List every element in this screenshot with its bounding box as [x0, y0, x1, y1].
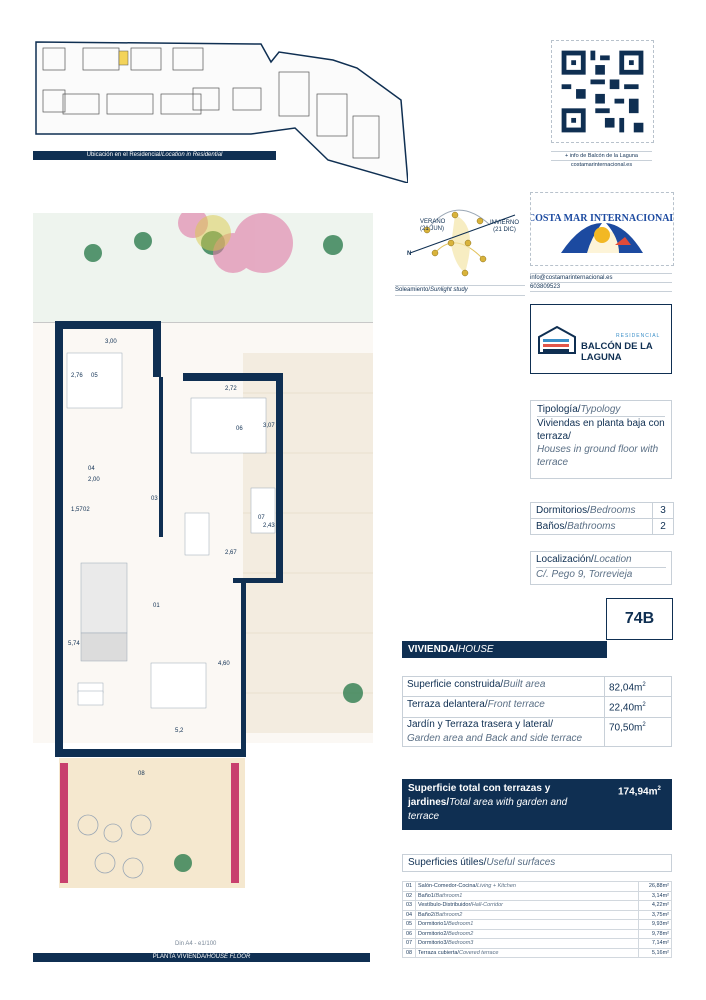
project-small: RESIDENCIAL: [616, 333, 661, 339]
useful-row-label: Baño2/Bathroom2: [416, 910, 639, 920]
qr-code-box[interactable]: [551, 40, 654, 143]
bathrooms-value: 2: [652, 519, 673, 534]
summer-label: VERANO (21 JUN): [420, 219, 446, 232]
area-row-garden: Jardín y Terraza trasera y lateral/ Garden area and Back and side terrace $70,50m^2$: [402, 718, 672, 747]
room-label: 08: [138, 771, 145, 777]
useful-row: [403, 882, 672, 892]
dimension-label: 3,00: [105, 339, 117, 345]
useful-row: [403, 948, 672, 958]
dimension-label: 2,43: [263, 523, 275, 529]
sunlight-caption: Soleamiento/Sunlight study: [395, 285, 525, 296]
room-label: 07: [258, 515, 265, 521]
useful-row-value: 3,75m²: [639, 910, 672, 920]
location-box: [530, 551, 672, 585]
room-label: 05: [91, 373, 98, 379]
useful-row-number: 05: [403, 920, 416, 930]
house-icon: [537, 323, 577, 355]
unit-number: 74B: [624, 610, 655, 627]
typology-es: Viviendas en planta baja con terraza/: [537, 418, 665, 442]
typology-en: Houses in ground floor with terrace: [537, 444, 659, 468]
useful-row-number: 01: [403, 882, 416, 892]
dimension-label: 2,67: [225, 550, 237, 556]
dimension-label: 1,57: [71, 507, 83, 513]
rooms-table: [530, 502, 674, 535]
area-row-front-terrace: Terraza delantera/Front terrace $22,40m^2$: [402, 697, 672, 717]
room-label: 04: [88, 466, 95, 472]
plan-caption: PLANTA VIVIENDA/HOUSE FLOOR: [33, 953, 370, 962]
brand-email[interactable]: info@costamarinternacional.es: [530, 273, 672, 283]
useful-row: [403, 929, 672, 939]
useful-row-number: 02: [403, 891, 416, 901]
location-address: C/. Pego 9, Torrevieja: [536, 569, 633, 580]
dimension-label: 2,72: [225, 386, 237, 392]
useful-row-label: Terraza cubierta/Covered terrace: [416, 948, 639, 958]
useful-header: Superficies útiles/Useful surfaces: [402, 854, 672, 872]
unit-box: [606, 598, 673, 640]
useful-row-label: Baño1/Bathroom1: [416, 891, 639, 901]
winter-label: INVIERNO (21 DIC): [490, 220, 520, 233]
qr-code: [552, 41, 653, 142]
areas-table: [402, 676, 672, 747]
dimension-label: 2,00: [88, 477, 100, 483]
north-label: N: [407, 251, 412, 257]
useful-row-value: 3,14m²: [639, 891, 672, 901]
bedrooms-row: Dormitorios/Bedrooms 3: [531, 503, 673, 519]
typology-label: Tipología/Typology: [537, 403, 665, 417]
useful-row: [403, 891, 672, 901]
dimension-label: 2,76: [71, 373, 83, 379]
project-logo: [530, 304, 672, 374]
qr-url[interactable]: costamarinternacional.es: [570, 162, 633, 168]
project-name: BALCÓN DE LA LAGUNA: [581, 341, 653, 363]
dimension-label: 5,74: [68, 641, 80, 647]
typology-box: [530, 400, 672, 479]
useful-row: [403, 920, 672, 930]
room-label: 03: [151, 496, 158, 502]
useful-row-value: 4,22m²: [639, 901, 672, 911]
house-header: VIVIENDA/HOUSE: [402, 641, 607, 658]
useful-row-number: 07: [403, 939, 416, 949]
total-area-value: $174,94m^2$: [618, 786, 661, 798]
useful-row: [403, 910, 672, 920]
total-area-box: Superficie total con terrazas y jardines/Total area with garden and terrace $174,94m^2$: [402, 779, 672, 830]
area-row-built: Superficie construida/Built area $82,04m^2$: [402, 676, 672, 697]
useful-row-label: Dormitorio2/Bedroom2: [416, 929, 639, 939]
useful-row-number: 06: [403, 929, 416, 939]
useful-row-value: 5,16m²: [639, 948, 672, 958]
useful-row: [403, 939, 672, 949]
floor-plan: [33, 213, 373, 943]
qr-info-text: + info de Balcón de la Laguna: [551, 151, 652, 161]
location-caption: Ubicación en el Residencial/Location in Residential: [33, 151, 276, 160]
useful-row-label: Salón-Comedor-Cocina/Living + Kitchen: [416, 882, 639, 892]
useful-row-number: 03: [403, 901, 416, 911]
useful-row-label: Dormitorio3/Bedroom3: [416, 939, 639, 949]
room-label: 06: [236, 426, 243, 432]
brand-name: COSTA MAR INTERNACIONAL: [531, 213, 673, 224]
dimension-label: 4,60: [218, 661, 230, 667]
useful-row-value: 26,88m²: [639, 882, 672, 892]
useful-row-value: 9,93m²: [639, 920, 672, 930]
bedrooms-value: 3: [652, 503, 673, 518]
site-plan: [33, 38, 408, 183]
brand-logo: [530, 192, 674, 266]
sunlight-diagram: [395, 195, 530, 285]
plan-scale: Din A4 - e1/100: [175, 941, 217, 947]
room-label: 02: [83, 507, 90, 513]
useful-row: [403, 901, 672, 911]
dimension-label: 3,07: [263, 423, 275, 429]
useful-surfaces-table: [402, 881, 672, 958]
useful-row-value: 9,78m²: [639, 929, 672, 939]
useful-row-number: 08: [403, 948, 416, 958]
plan-room-labels: [33, 213, 373, 943]
room-label: 01: [153, 603, 160, 609]
useful-row-label: Dormitorio1/Bedroom1: [416, 920, 639, 930]
brand-contact: [530, 273, 672, 292]
useful-row-value: 7,14m²: [639, 939, 672, 949]
dimension-label: 5,2: [175, 728, 184, 734]
useful-row-label: Vestíbulo-Distribuidor/Hall-Corridor: [416, 901, 639, 911]
bathrooms-row: Baños/Bathrooms 2: [531, 519, 673, 534]
location-label: Localización/Location: [536, 553, 666, 568]
brand-phone[interactable]: 603809523: [530, 283, 672, 292]
qr-caption: [551, 151, 652, 169]
useful-row-number: 04: [403, 910, 416, 920]
